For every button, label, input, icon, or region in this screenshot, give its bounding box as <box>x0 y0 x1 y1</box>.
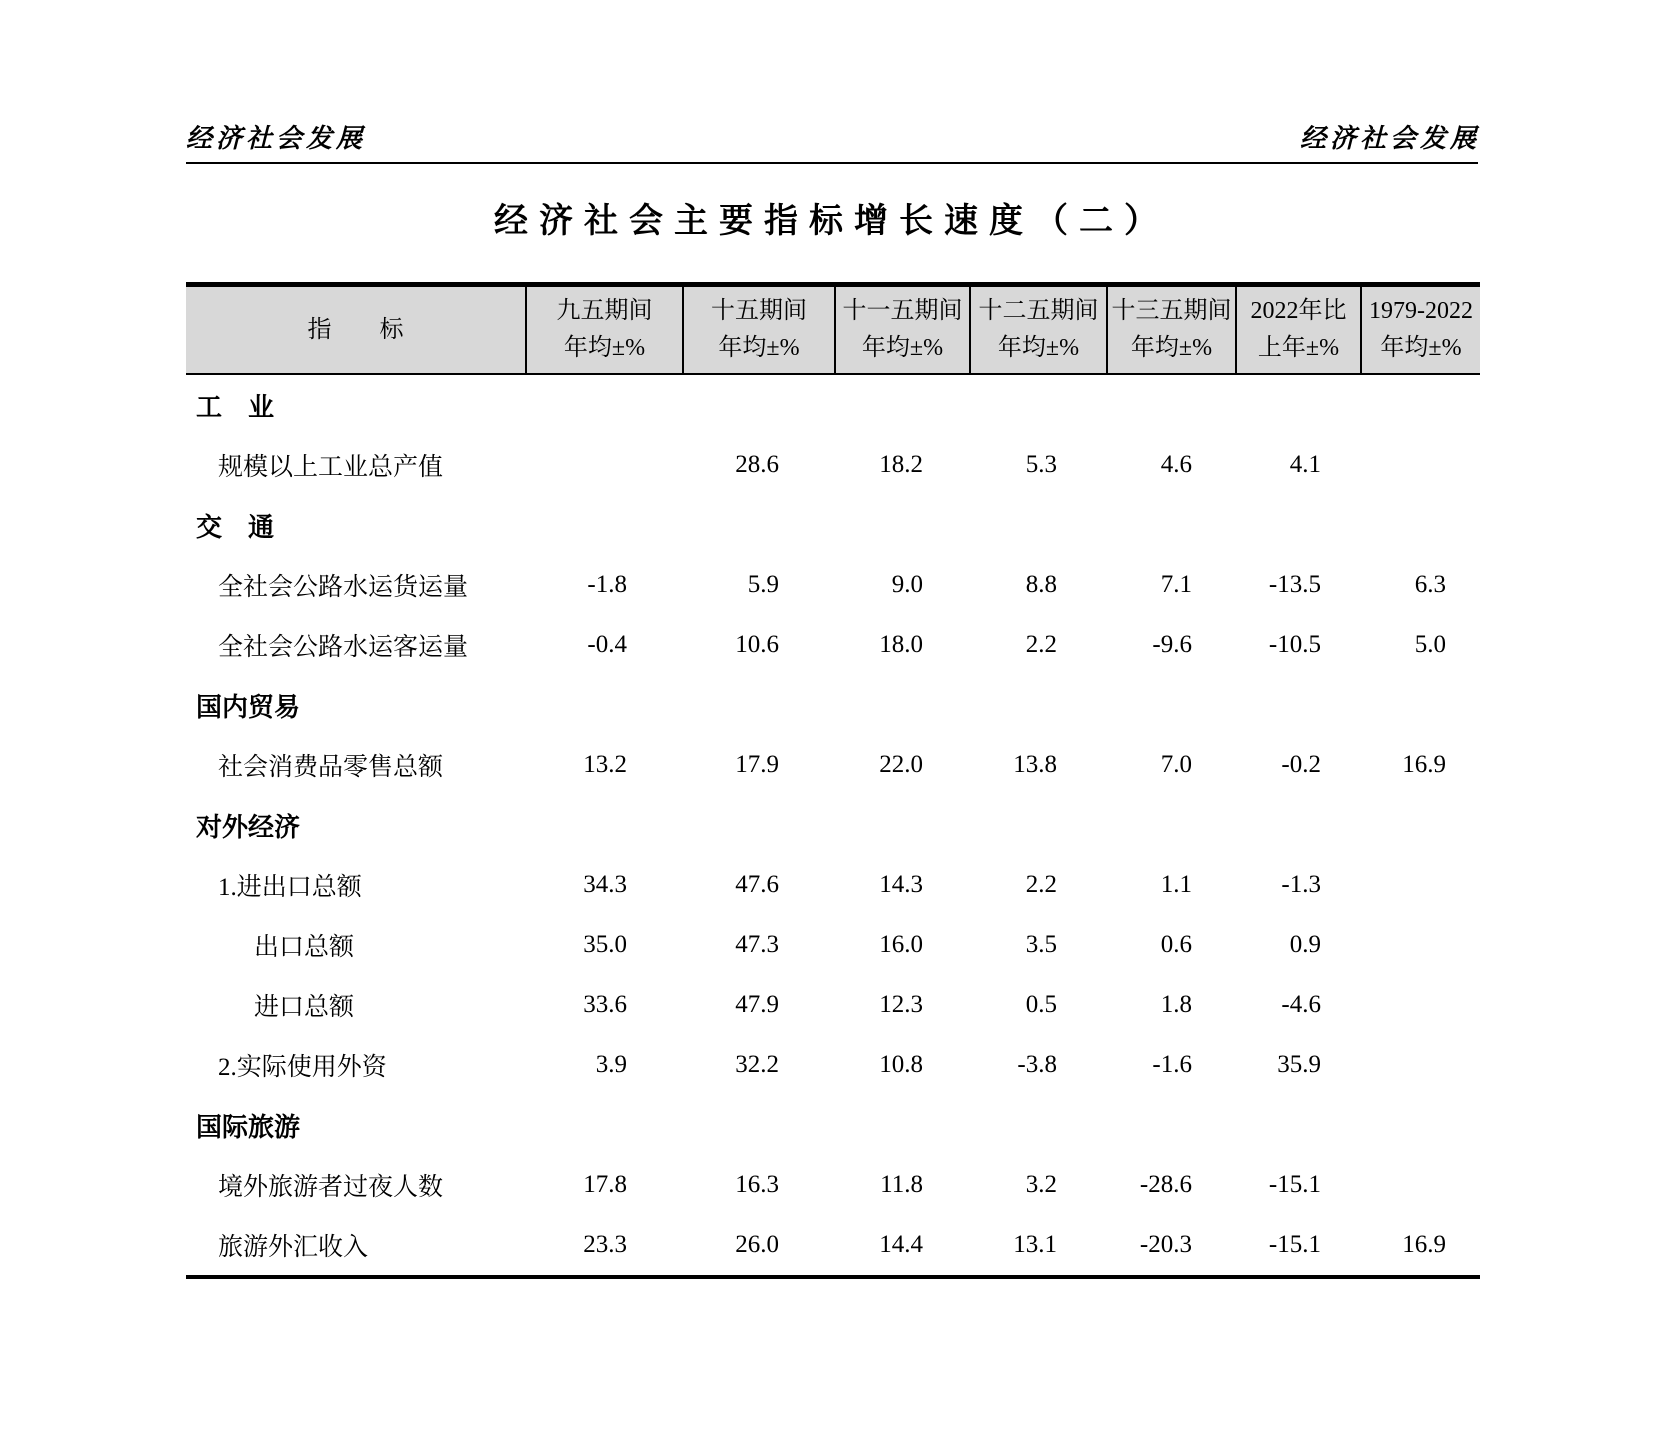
value-cell <box>1361 495 1480 555</box>
value-cell <box>835 374 970 435</box>
value-cell: 5.9 <box>747 571 779 598</box>
value-cell: 26.0 <box>735 1231 779 1258</box>
indicator-label: 旅游外汇收入 <box>218 1234 369 1261</box>
value-cell <box>1361 855 1480 915</box>
value-cell <box>1361 374 1480 435</box>
value-cell: 14.4 <box>879 1231 923 1258</box>
indicator-row <box>186 855 1480 915</box>
value-cell <box>683 795 835 855</box>
indicator-label: 出口总额 <box>254 934 355 961</box>
value-cell: -1.3 <box>1281 871 1321 898</box>
value-cell <box>835 495 970 555</box>
value-cell <box>683 675 835 735</box>
value-cell: 22.0 <box>879 751 923 778</box>
value-cell <box>1236 675 1361 735</box>
value-cell: 3.9 <box>595 1051 627 1078</box>
section-row <box>186 374 1480 435</box>
value-cell: 16.9 <box>1402 751 1446 778</box>
indicator-row <box>186 555 1480 615</box>
value-cell: -0.2 <box>1281 751 1321 778</box>
value-cell <box>970 495 1107 555</box>
value-cell: 11.8 <box>880 1171 923 1198</box>
value-cell: 6.3 <box>1414 571 1446 598</box>
value-cell: 4.1 <box>1289 451 1321 478</box>
value-cell <box>970 795 1107 855</box>
value-cell: 17.9 <box>735 751 779 778</box>
value-cell <box>1107 1095 1236 1155</box>
value-cell: 35.0 <box>583 931 627 958</box>
value-cell: -9.6 <box>1152 631 1192 658</box>
value-cell: -4.6 <box>1281 991 1321 1018</box>
stats-table <box>186 282 1480 1279</box>
value-cell <box>970 374 1107 435</box>
column-header: 十二五期间 年均±% <box>970 285 1107 375</box>
page-header-right: 经济社会发展 <box>1299 124 1480 154</box>
table-body <box>186 374 1480 1277</box>
value-cell: 7.1 <box>1160 571 1192 598</box>
indicator-label: 全社会公路水运客运量 <box>218 634 469 661</box>
indicator-label: 2.实际使用外资 <box>218 1054 387 1081</box>
page-title: 经济社会主要指标增长速度（二） <box>494 203 1169 240</box>
indicator-row <box>186 1035 1480 1095</box>
value-cell <box>1236 374 1361 435</box>
value-cell: 17.8 <box>583 1171 627 1198</box>
value-cell <box>970 1095 1107 1155</box>
value-cell: -28.6 <box>1139 1171 1192 1198</box>
section-label: 国内贸易 <box>196 691 301 722</box>
value-cell: 12.3 <box>879 991 923 1018</box>
column-header: 1979-2022 年均±% <box>1361 285 1480 375</box>
indicator-row <box>186 1155 1480 1215</box>
indicator-header: 指 标 <box>186 285 526 375</box>
page-header <box>186 118 1480 155</box>
indicator-row <box>186 735 1480 795</box>
section-row <box>186 795 1480 855</box>
value-cell: 16.0 <box>879 931 923 958</box>
value-cell: -1.8 <box>587 571 627 598</box>
indicator-label: 社会消费品零售总额 <box>218 754 444 781</box>
column-header: 九五期间 年均±% <box>526 285 683 375</box>
value-cell <box>835 675 970 735</box>
value-cell: 13.2 <box>583 751 627 778</box>
value-cell <box>1107 495 1236 555</box>
value-cell: 28.6 <box>735 451 779 478</box>
column-header: 2022年比 上年±% <box>1236 285 1361 375</box>
value-cell: 3.2 <box>1025 1171 1057 1198</box>
value-cell <box>1361 435 1480 495</box>
section-label: 工 业 <box>196 391 275 422</box>
value-cell: 47.6 <box>735 871 779 898</box>
section-row <box>186 675 1480 735</box>
value-cell: -13.5 <box>1268 571 1321 598</box>
indicator-row <box>186 615 1480 675</box>
value-cell <box>1236 795 1361 855</box>
value-cell: -15.1 <box>1268 1231 1321 1258</box>
indicator-label: 规模以上工业总产值 <box>218 454 444 481</box>
value-cell: 32.2 <box>735 1051 779 1078</box>
value-cell: 18.0 <box>879 631 923 658</box>
value-cell: 13.8 <box>1013 751 1057 778</box>
value-cell <box>683 495 835 555</box>
header-rule <box>186 162 1478 164</box>
value-cell: -0.4 <box>587 631 627 658</box>
indicator-label: 境外旅游者过夜人数 <box>218 1174 444 1201</box>
value-cell: 47.3 <box>735 931 779 958</box>
value-cell: 2.2 <box>1025 631 1057 658</box>
value-cell <box>683 1095 835 1155</box>
value-cell: 34.3 <box>583 871 627 898</box>
value-cell <box>1361 975 1480 1035</box>
value-cell: 16.3 <box>735 1171 779 1198</box>
value-cell: 4.6 <box>1160 451 1192 478</box>
indicator-label: 全社会公路水运货运量 <box>218 574 469 601</box>
value-cell <box>1361 1095 1480 1155</box>
indicator-row <box>186 435 1480 495</box>
indicator-row <box>186 1215 1480 1277</box>
value-cell: 7.0 <box>1160 751 1192 778</box>
value-cell: 10.8 <box>879 1051 923 1078</box>
value-cell <box>1361 1155 1480 1215</box>
value-cell: 5.0 <box>1414 631 1446 658</box>
value-cell: 9.0 <box>891 571 923 598</box>
value-cell: -1.6 <box>1152 1051 1192 1078</box>
value-cell: 0.5 <box>1025 991 1057 1018</box>
table-header-row <box>186 285 1480 375</box>
section-label: 对外经济 <box>196 811 301 842</box>
value-cell <box>526 675 683 735</box>
value-cell <box>526 495 683 555</box>
value-cell <box>1361 795 1480 855</box>
value-cell <box>1361 915 1480 975</box>
value-cell <box>1107 374 1236 435</box>
value-cell: 16.9 <box>1402 1231 1446 1258</box>
value-cell: 0.6 <box>1160 931 1192 958</box>
value-cell <box>1236 495 1361 555</box>
section-label: 交 通 <box>196 511 275 542</box>
value-cell: 5.3 <box>1025 451 1057 478</box>
value-cell: -20.3 <box>1139 1231 1192 1258</box>
value-cell <box>1107 675 1236 735</box>
page-header-left: 经济社会发展 <box>186 124 367 154</box>
value-cell <box>526 795 683 855</box>
indicator-label: 进口总额 <box>254 994 355 1021</box>
value-cell: 13.1 <box>1013 1231 1057 1258</box>
value-cell: 2.2 <box>1025 871 1057 898</box>
value-cell: -15.1 <box>1268 1171 1321 1198</box>
section-label: 国际旅游 <box>196 1111 301 1142</box>
value-cell <box>526 1095 683 1155</box>
section-row <box>186 1095 1480 1155</box>
indicator-row <box>186 915 1480 975</box>
value-cell <box>526 374 683 435</box>
value-cell: 3.5 <box>1025 931 1057 958</box>
value-cell <box>1361 1035 1480 1095</box>
value-cell: 0.9 <box>1289 931 1321 958</box>
value-cell: -3.8 <box>1017 1051 1057 1078</box>
value-cell: 14.3 <box>879 871 923 898</box>
column-header: 十三五期间 年均±% <box>1107 285 1236 375</box>
value-cell: -10.5 <box>1268 631 1321 658</box>
value-cell <box>1107 795 1236 855</box>
indicator-row <box>186 975 1480 1035</box>
column-header: 十一五期间 年均±% <box>835 285 970 375</box>
value-cell: 10.6 <box>735 631 779 658</box>
value-cell: 23.3 <box>583 1231 627 1258</box>
value-cell <box>1236 1095 1361 1155</box>
section-row <box>186 495 1480 555</box>
value-cell: 35.9 <box>1277 1051 1321 1078</box>
value-cell <box>970 675 1107 735</box>
value-cell: 8.8 <box>1025 571 1057 598</box>
value-cell <box>835 795 970 855</box>
column-header: 十五期间 年均±% <box>683 285 835 375</box>
value-cell: 1.8 <box>1160 991 1192 1018</box>
value-cell <box>835 1095 970 1155</box>
value-cell <box>526 435 683 495</box>
indicator-label: 1.进出口总额 <box>218 874 362 901</box>
value-cell: 1.1 <box>1160 871 1192 898</box>
value-cell: 18.2 <box>879 451 923 478</box>
value-cell: 33.6 <box>583 991 627 1018</box>
value-cell <box>1361 675 1480 735</box>
value-cell <box>683 374 835 435</box>
value-cell: 47.9 <box>735 991 779 1018</box>
